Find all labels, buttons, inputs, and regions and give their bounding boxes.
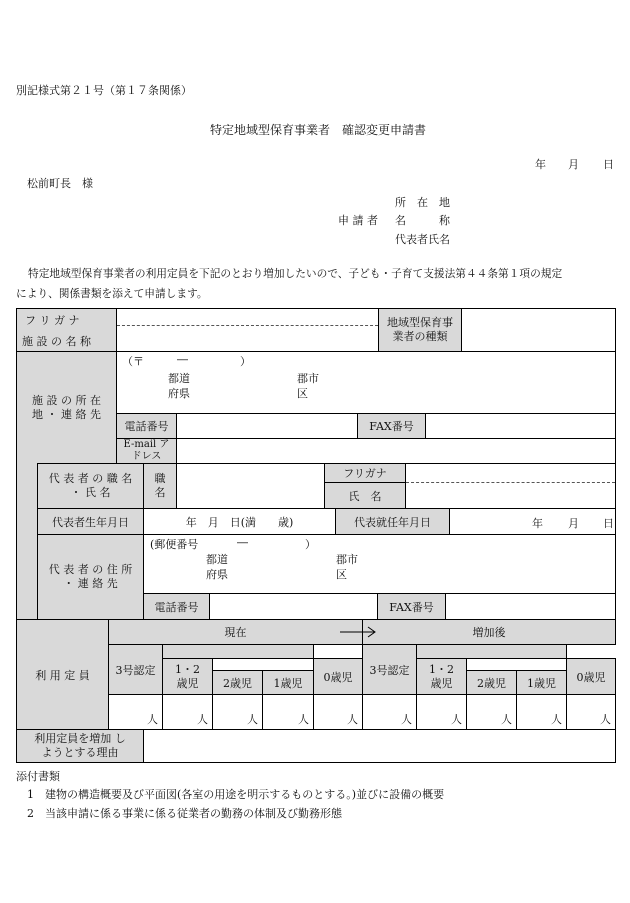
date-year: 年 bbox=[535, 158, 546, 171]
rep-postal-close: ） bbox=[305, 538, 316, 551]
facility-address-input[interactable] bbox=[116, 351, 616, 414]
applicant-field-address: 所 在 地 bbox=[395, 196, 450, 209]
attachments-title: 添付書類 bbox=[16, 770, 60, 783]
applicant-label: 申 請 者 bbox=[338, 214, 378, 227]
rep-tel-input[interactable] bbox=[209, 593, 378, 620]
rep-pref-top: 都道 bbox=[206, 553, 228, 566]
increase-1-value[interactable] bbox=[516, 694, 567, 730]
rep-post-label: 職 名 bbox=[143, 463, 177, 509]
unit-label: 人 bbox=[147, 713, 158, 726]
rep-post-input[interactable] bbox=[176, 463, 325, 509]
appointed-month: 月 bbox=[568, 517, 579, 530]
current-2-value[interactable] bbox=[212, 694, 263, 730]
rep-birth-label: 代表者生年月日 bbox=[37, 508, 144, 535]
current-col-3go: 3号認定 bbox=[108, 644, 163, 695]
rep-postal-open: (郵便番号 bbox=[150, 538, 199, 551]
rep-person-label: 氏 名 bbox=[324, 482, 406, 509]
current-12-value[interactable] bbox=[162, 694, 213, 730]
rep-furigana-divider bbox=[406, 482, 615, 483]
unit-label: 人 bbox=[551, 713, 562, 726]
increase-col-12-top bbox=[416, 644, 567, 659]
date-day: 日 bbox=[603, 158, 614, 171]
rep-pref-bottom: 府県 bbox=[206, 568, 228, 581]
rep-city-bottom: 区 bbox=[336, 568, 347, 581]
increase-col-3go: 3号認定 bbox=[362, 644, 417, 695]
appointed-day: 日 bbox=[603, 517, 614, 530]
unit-label: 人 bbox=[600, 713, 611, 726]
rep-section-gutter bbox=[16, 463, 38, 620]
increase-12-value[interactable] bbox=[416, 694, 467, 730]
unit-label: 人 bbox=[347, 713, 358, 726]
form-number: 別記様式第２１号（第１７条関係） bbox=[16, 84, 192, 97]
increase-header: 増加後 bbox=[362, 619, 616, 645]
unit-label: 人 bbox=[401, 713, 412, 726]
postal-close: ） bbox=[240, 355, 251, 368]
current-1-value[interactable] bbox=[262, 694, 314, 730]
current-col-12: 1・2 歳児 bbox=[162, 658, 213, 695]
addressee: 松前町長 様 bbox=[27, 177, 93, 190]
increase-2-value[interactable] bbox=[466, 694, 517, 730]
increase-3go-value[interactable] bbox=[362, 694, 417, 730]
pref-top: 都道 bbox=[168, 372, 190, 385]
fax-input[interactable] bbox=[425, 413, 616, 439]
attachment-item-2: 2 当該申請に係る事業に係る従業者の勤務の体制及び勤務形態 bbox=[27, 807, 342, 820]
tel-input[interactable] bbox=[176, 413, 358, 439]
business-type-input[interactable] bbox=[461, 308, 616, 352]
increase-col-1: 1歳児 bbox=[516, 670, 567, 695]
capacity-label: 利 用 定 員 bbox=[16, 619, 109, 730]
current-col-0: 0歳児 bbox=[313, 658, 363, 695]
email-label: E-mail アドレス bbox=[116, 438, 177, 464]
email-input[interactable] bbox=[176, 438, 616, 464]
increase-0-value[interactable] bbox=[566, 694, 616, 730]
business-type-label: 地域型保育事業者の種類 bbox=[378, 308, 462, 352]
rep-furigana-label: フリガナ bbox=[324, 463, 406, 483]
rep-tel-label: 電話番号 bbox=[143, 593, 210, 620]
unit-label: 人 bbox=[197, 713, 208, 726]
rep-name-input[interactable] bbox=[405, 463, 616, 509]
unit-label: 人 bbox=[451, 713, 462, 726]
city-bottom: 区 bbox=[297, 387, 308, 400]
intro-line-1: 特定地域型保育事業者の利用定員を下記のとおり増加したいので、子ども・子育て支援法第４４条第１項の規定 bbox=[28, 267, 563, 280]
increase-col-0: 0歳児 bbox=[566, 658, 616, 695]
applicant-field-rep: 代表者氏名 bbox=[395, 233, 450, 246]
applicant-field-name: 名 称 bbox=[395, 214, 450, 227]
rep-postal-dash: ― bbox=[237, 536, 248, 549]
unit-label: 人 bbox=[247, 713, 258, 726]
rep-address-label: 代 表 者 の 住 所 ・ 連 絡 先 bbox=[37, 534, 144, 620]
intro-line-2: により、関係書類を添えて申請します。 bbox=[16, 287, 208, 300]
rep-appointed-label: 代表就任年月日 bbox=[335, 508, 450, 535]
rep-fax-input[interactable] bbox=[445, 593, 616, 620]
fax-label: FAX番号 bbox=[357, 413, 426, 439]
arrow-right-icon bbox=[338, 625, 378, 639]
current-header: 現在 bbox=[108, 619, 363, 645]
facility-name-label: 施 設 の 名 称 bbox=[22, 335, 91, 348]
current-col-1: 1歳児 bbox=[262, 670, 314, 695]
furigana-divider bbox=[117, 325, 378, 326]
city-top: 郡市 bbox=[297, 372, 319, 385]
appointed-year: 年 bbox=[532, 517, 543, 530]
rep-city-top: 郡市 bbox=[336, 553, 358, 566]
reason-input[interactable] bbox=[143, 729, 616, 763]
increase-col-2: 2歳児 bbox=[466, 670, 517, 695]
current-col-12-top bbox=[162, 644, 314, 659]
postal-dash: ― bbox=[177, 353, 188, 366]
postal-open: （〒 bbox=[122, 355, 144, 368]
pref-bottom: 府県 bbox=[168, 387, 190, 400]
attachment-item-1: 1 建物の構造概要及び平面図(各室の用途を明示するものとする。)並びに設備の概要 bbox=[27, 788, 445, 801]
reason-label: 利用定員を増加 しようとする理由 bbox=[16, 729, 144, 763]
rep-fax-label: FAX番号 bbox=[377, 593, 446, 620]
rep-birth-input[interactable]: 年 月 日(満 歳) bbox=[143, 508, 336, 535]
date-month: 月 bbox=[568, 158, 579, 171]
furigana-label: フ リ ガ ナ bbox=[25, 314, 80, 327]
current-3go-value[interactable] bbox=[108, 694, 163, 730]
rep-name-label: 代 表 者 の 職 名 ・ 氏 名 bbox=[37, 463, 144, 509]
current-0-value[interactable] bbox=[313, 694, 363, 730]
current-col-2: 2歳児 bbox=[212, 670, 263, 695]
facility-address-label: 施 設 の 所 在 地 ・ 連 絡 先 bbox=[16, 351, 117, 464]
facility-name-input[interactable] bbox=[116, 308, 379, 352]
increase-col-12: 1・2 歳児 bbox=[416, 658, 467, 695]
unit-label: 人 bbox=[298, 713, 309, 726]
tel-label: 電話番号 bbox=[116, 413, 177, 439]
document-title: 特定地域型保育事業者 確認変更申請書 bbox=[210, 123, 427, 137]
unit-label: 人 bbox=[501, 713, 512, 726]
